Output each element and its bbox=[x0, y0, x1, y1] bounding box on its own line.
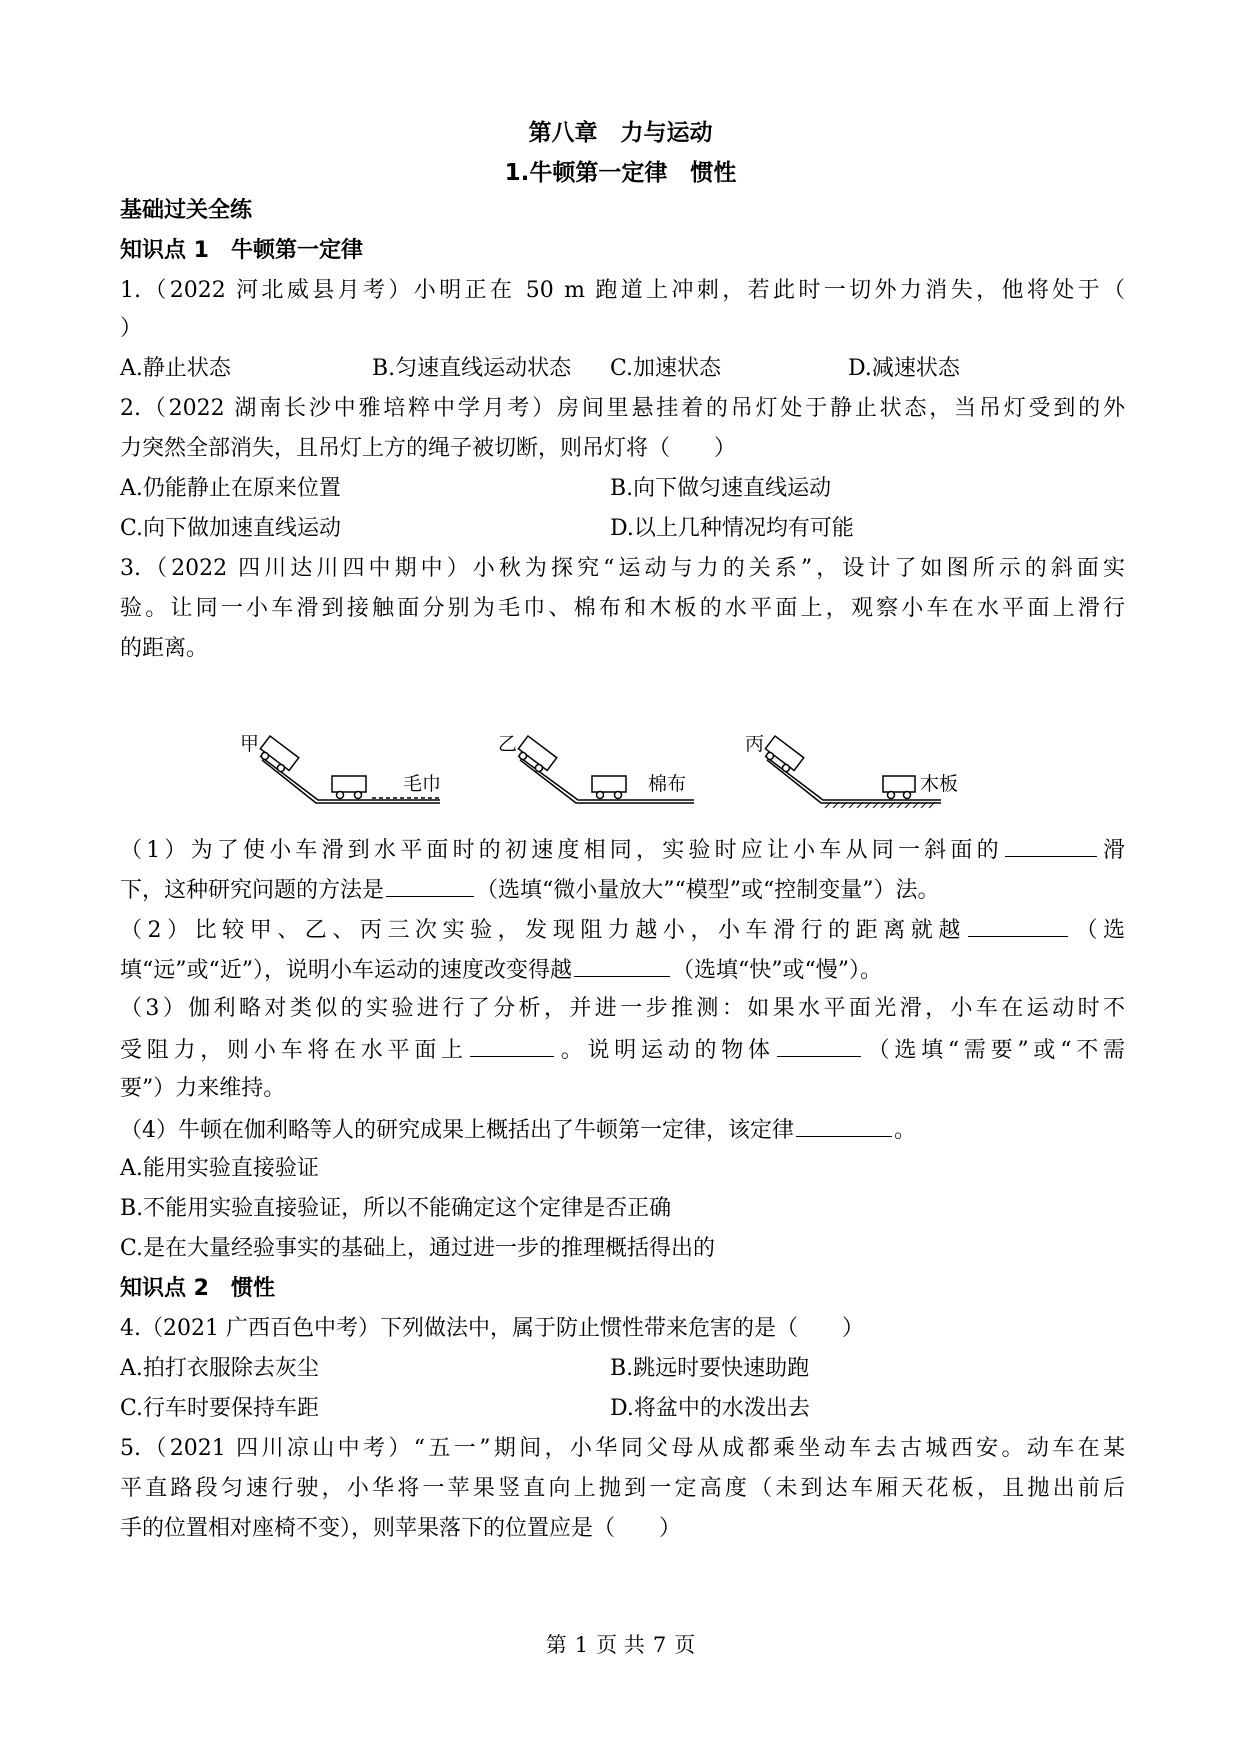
question-3-sub-3-line-3: 要”）力来维持。 bbox=[120, 1076, 286, 1101]
footer-total-pages: 7 bbox=[652, 1633, 667, 1657]
sub-4-text-a: （4）牛顿在伽利略等人的研究成果上概括出了牛顿第一定律，该定律 bbox=[120, 1118, 794, 1143]
experiment-bing-panel bbox=[745, 733, 958, 808]
sub-3-text-b: 受阻力，则小车将在水平面上 bbox=[120, 1038, 468, 1063]
question-5-line-3: 手的位置相对座椅不变），则苹果落下的位置应是（ ） bbox=[120, 1516, 682, 1541]
question-1-option-c: C.加速状态 bbox=[610, 356, 722, 381]
question-2-line-1: 2.（2022 湖南长沙中雅培粹中学月考）房间里悬挂着的吊灯处于静止状态，当吊灯受到的外 bbox=[120, 396, 1125, 421]
question-3-sub-2-line-1 bbox=[120, 914, 1125, 946]
sub-2-text-c: 填“远”或“近”），说明小车运动的速度改变得越 bbox=[120, 958, 572, 983]
question-1-stem: 1.（2022 河北威县月考）小明正在 50 m 跑道上冲刺，若此时一切外力消失，他将处于（ bbox=[120, 278, 1125, 303]
practice-heading: 基础过关全练 bbox=[120, 198, 253, 223]
cart-yi-incline bbox=[514, 736, 556, 776]
footer-suffix: 页 bbox=[674, 1633, 696, 1657]
footer-page-number: 1 bbox=[574, 1633, 589, 1657]
question-3-sub-4-option-a: A.能用实验直接验证 bbox=[120, 1156, 319, 1181]
sub-1-text-c: 下，这种研究问题的方法是 bbox=[120, 878, 385, 903]
question-3-sub-4-line bbox=[120, 1114, 916, 1146]
question-1-stem-end: ） bbox=[120, 316, 143, 341]
experiment-jia-panel bbox=[240, 733, 441, 803]
answer-blank-1[interactable] bbox=[1005, 834, 1097, 857]
question-2-option-c: C.向下做加速直线运动 bbox=[120, 516, 342, 541]
question-4-stem: 4.（2021 广西百色中考）下列做法中，属于防止惯性带来危害的是（ ） bbox=[120, 1316, 864, 1341]
sub-3-text-c: 。说明运动的物体 bbox=[555, 1038, 775, 1063]
question-5-line-2: 平直路段匀速行驶，小华将一苹果竖直向上抛到一定高度（未到达车厢天花板，且抛出前后 bbox=[120, 1476, 1125, 1501]
sub-4-text-b: 。 bbox=[894, 1118, 917, 1143]
surface-wood-label: 木板 bbox=[920, 773, 959, 795]
surface-cotton-label: 棉布 bbox=[648, 773, 687, 795]
answer-blank-3[interactable] bbox=[968, 914, 1068, 937]
cart-jia-flat bbox=[332, 776, 366, 799]
cart-bing-flat bbox=[883, 776, 915, 799]
answer-blank-6[interactable] bbox=[777, 1034, 861, 1057]
sub-3-text-d: （选填“需要”或“不需 bbox=[862, 1038, 1125, 1063]
question-3-sub-4-option-c: C.是在大量经验事实的基础上，通过进一步的推理概括得出的 bbox=[120, 1236, 716, 1261]
sub-1-text-a: （1）为了使小车滑到水平面时的初速度相同，实验时应让小车从同一斜面的 bbox=[120, 838, 1003, 863]
knowledge-point-1-heading: 知识点 1 牛顿第一定律 bbox=[120, 238, 363, 263]
question-2-option-a: A.仍能静止在原来位置 bbox=[120, 476, 341, 501]
footer-prefix: 第 bbox=[545, 1633, 567, 1657]
page-footer bbox=[0, 1630, 1241, 1660]
question-2-line-2: 力突然全部消失，且吊灯上方的绳子被切断，则吊灯将（ ） bbox=[120, 436, 737, 461]
label-yi: 乙 bbox=[498, 733, 518, 755]
question-3-line-2: 验。让同一小车滑到接触面分别为毛巾、棉布和木板的水平面上，观察小车在水平面上滑行 bbox=[120, 596, 1125, 621]
cart-jia-incline bbox=[256, 736, 298, 776]
question-3-sub-2-line-2 bbox=[120, 954, 882, 986]
question-3-line-3: 的距离。 bbox=[120, 636, 209, 661]
question-1-option-d: D.减速状态 bbox=[848, 356, 960, 381]
question-1-option-b: B.匀速直线运动状态 bbox=[372, 356, 572, 381]
answer-blank-7[interactable] bbox=[796, 1114, 892, 1137]
answer-blank-2[interactable] bbox=[386, 874, 474, 897]
sub-1-text-d: （选填“微小量放大”“模型”或“控制变量”）法。 bbox=[476, 878, 940, 903]
question-3-sub-4-option-b: B.不能用实验直接验证，所以不能确定这个定律是否正确 bbox=[120, 1196, 672, 1221]
question-2-option-b: B.向下做匀速直线运动 bbox=[610, 476, 832, 501]
sub-2-text-d: （选填“快”或“慢”）。 bbox=[672, 958, 882, 983]
section-title: 1.牛顿第一定律 惯性 bbox=[504, 160, 737, 186]
question-3-sub-3-line-1: （3）伽利略对类似的实验进行了分析，并进一步推测：如果水平面光滑，小车在运动时不 bbox=[120, 996, 1125, 1021]
footer-middle: 页 共 bbox=[596, 1633, 645, 1657]
answer-blank-5[interactable] bbox=[470, 1034, 554, 1057]
question-3-sub-1-line-1 bbox=[120, 834, 1125, 866]
sub-1-text-b: 滑 bbox=[1098, 838, 1125, 863]
chapter-title: 第八章 力与运动 bbox=[528, 120, 713, 146]
cart-yi-flat bbox=[592, 776, 626, 799]
question-1-option-a: A.静止状态 bbox=[120, 356, 231, 381]
question-3-sub-1-line-2 bbox=[120, 874, 940, 906]
question-4-option-c: C.行车时要保持车距 bbox=[120, 1396, 320, 1421]
knowledge-point-2-heading: 知识点 2 惯性 bbox=[120, 1276, 275, 1301]
question-3-line-1: 3.（2022 四川达川四中期中）小秋为探究“运动与力的关系”，设计了如图所示的斜面实 bbox=[120, 556, 1125, 581]
question-4-option-d: D.将盆中的水泼出去 bbox=[610, 1396, 810, 1421]
question-4-option-b: B.跳远时要快速助跑 bbox=[610, 1356, 810, 1381]
question-4-option-a: A.拍打衣服除去灰尘 bbox=[120, 1356, 319, 1381]
cart-bing-incline bbox=[761, 736, 803, 776]
question-5-line-1: 5.（2021 四川凉山中考）“五一”期间，小华同父母从成都乘坐动车去古城西安。动车在某 bbox=[120, 1436, 1125, 1461]
experiment-yi-panel bbox=[498, 733, 694, 803]
answer-blank-4[interactable] bbox=[574, 954, 670, 977]
label-jia: 甲 bbox=[240, 733, 260, 755]
label-bing: 丙 bbox=[745, 733, 765, 755]
incline-experiment-figure bbox=[240, 728, 1000, 818]
surface-towel-label: 毛巾 bbox=[403, 773, 442, 795]
sub-2-text-b: （选 bbox=[1069, 918, 1125, 943]
question-2-option-d: D.以上几种情况均有可能 bbox=[610, 516, 854, 541]
question-3-sub-3-line-2 bbox=[120, 1034, 1125, 1066]
sub-2-text-a: （2）比较甲、乙、丙三次实验，发现阻力越小，小车滑行的距离就越 bbox=[120, 918, 966, 943]
